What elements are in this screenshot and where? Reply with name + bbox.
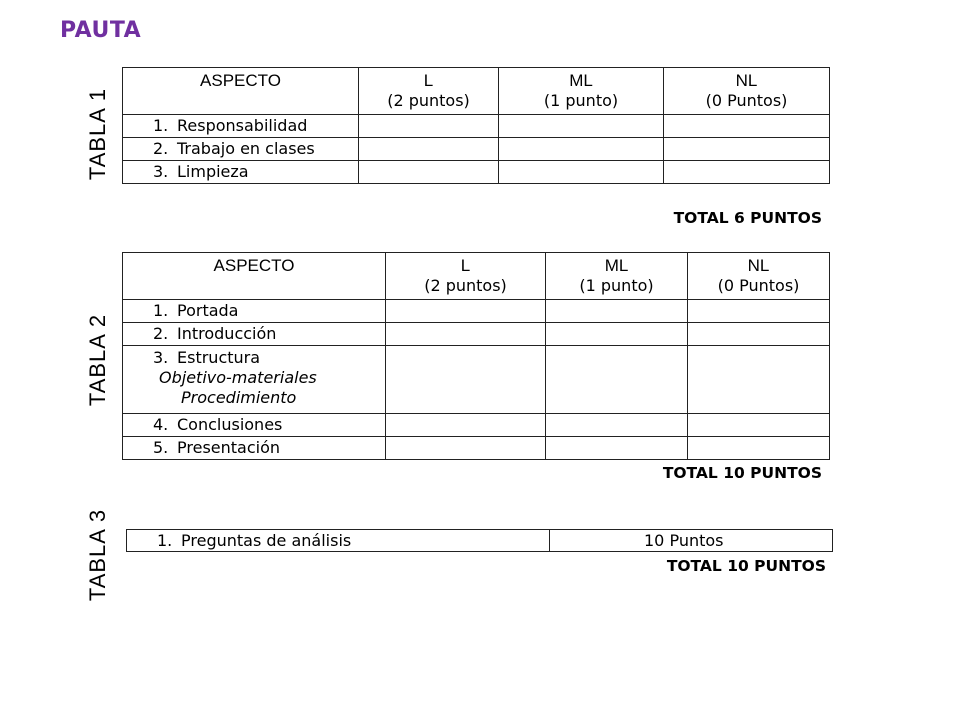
item-text: Conclusiones	[177, 415, 283, 434]
aspect-cell	[123, 437, 386, 460]
score-cell-ml[interactable]	[546, 346, 688, 414]
header-l-text: L	[460, 256, 471, 275]
header-ml	[546, 253, 688, 300]
item-subtext: Objetivo-materiales	[159, 368, 317, 387]
score-cell-l[interactable]	[386, 437, 546, 460]
aspect-cell	[123, 346, 386, 414]
header-nl-sub: (0 Puntos)	[705, 91, 788, 110]
header-l-text: L	[423, 71, 434, 90]
header-ml	[499, 68, 664, 115]
header-l	[386, 253, 546, 300]
item-number: 2.	[153, 324, 169, 343]
score-cell-ml[interactable]	[546, 437, 688, 460]
header-nl-text: NL	[747, 256, 770, 275]
score-cell-nl[interactable]	[688, 346, 830, 414]
score-cell-nl[interactable]	[664, 115, 830, 138]
header-aspecto-text: ASPECTO	[200, 71, 281, 90]
item-number: 5.	[153, 438, 169, 457]
tabla-3-total: TOTAL 10 PUNTOS	[666, 557, 826, 575]
points-cell: 10 Puntos	[550, 530, 833, 552]
header-aspecto	[123, 68, 359, 115]
header-nl	[688, 253, 830, 300]
item-number: 3.	[153, 162, 169, 181]
table-row	[123, 115, 830, 138]
item-text: Presentación	[177, 438, 281, 457]
score-cell-l[interactable]	[359, 161, 499, 184]
score-cell-l[interactable]	[386, 414, 546, 437]
score-cell-ml[interactable]	[499, 115, 664, 138]
tabla-1-total: TOTAL 6 PUNTOS	[673, 209, 822, 227]
header-nl	[664, 68, 830, 115]
header-nl-text: NL	[735, 71, 758, 90]
item-number: 1.	[157, 530, 173, 550]
tabla-1	[122, 67, 830, 184]
aspect-cell	[123, 414, 386, 437]
aspect-cell	[123, 161, 359, 184]
score-cell-nl[interactable]	[688, 323, 830, 346]
page-title: PAUTA	[60, 18, 142, 43]
item-number: 1.	[153, 116, 169, 135]
tabla-2-total: TOTAL 10 PUNTOS	[662, 464, 822, 482]
score-cell-l[interactable]	[386, 346, 546, 414]
score-cell-nl[interactable]	[664, 138, 830, 161]
item-number: 4.	[153, 415, 169, 434]
score-cell-l[interactable]	[386, 300, 546, 323]
header-aspecto-text: ASPECTO	[213, 256, 295, 275]
header-l-sub: (2 puntos)	[387, 91, 470, 110]
table-header-row	[123, 68, 830, 115]
score-cell-nl[interactable]	[688, 414, 830, 437]
score-cell-l[interactable]	[359, 115, 499, 138]
score-cell-ml[interactable]	[499, 138, 664, 161]
item-number: 3.	[153, 348, 169, 367]
score-cell-nl[interactable]	[688, 437, 830, 460]
header-ml-text: ML	[604, 256, 629, 275]
score-cell-l[interactable]	[359, 138, 499, 161]
item-text: Trabajo en clases	[177, 139, 315, 158]
aspect-cell	[123, 300, 386, 323]
tabla-1-label: TABLA 1	[85, 87, 110, 181]
table-row	[123, 323, 830, 346]
item-text: Portada	[177, 301, 239, 320]
aspect-cell	[127, 530, 550, 552]
score-cell-ml[interactable]	[546, 414, 688, 437]
header-ml-text: ML	[569, 71, 593, 90]
table-row	[123, 300, 830, 323]
item-number: 2.	[153, 139, 169, 158]
table-row	[123, 437, 830, 460]
table-row	[127, 530, 833, 552]
header-nl-sub: (0 Puntos)	[717, 276, 800, 295]
score-cell-nl[interactable]	[664, 161, 830, 184]
aspect-cell	[123, 138, 359, 161]
item-text: Responsabilidad	[177, 116, 308, 135]
item-text: Preguntas de análisis	[181, 530, 352, 550]
tabla-3	[126, 529, 833, 552]
header-l-sub: (2 puntos)	[424, 276, 507, 295]
aspect-cell	[123, 323, 386, 346]
score-cell-ml[interactable]	[546, 323, 688, 346]
tabla-3-label: TABLA 3	[85, 508, 110, 602]
header-ml-sub: (1 punto)	[579, 276, 654, 295]
score-cell-ml[interactable]	[546, 300, 688, 323]
header-aspecto	[123, 253, 386, 300]
table-header-row	[123, 253, 830, 300]
item-text: Estructura	[177, 348, 261, 367]
item-text: Introducción	[177, 324, 277, 343]
table-row	[123, 161, 830, 184]
table-row	[123, 138, 830, 161]
header-l	[359, 68, 499, 115]
item-subtext: Procedimiento	[181, 388, 297, 407]
aspect-cell	[123, 115, 359, 138]
tabla-2	[122, 252, 830, 460]
score-cell-l[interactable]	[386, 323, 546, 346]
table-row	[123, 346, 830, 414]
tabla-2-label: TABLA 2	[85, 313, 110, 407]
item-text: Limpieza	[177, 162, 249, 181]
item-number: 1.	[153, 301, 169, 320]
score-cell-nl[interactable]	[688, 300, 830, 323]
header-ml-sub: (1 punto)	[543, 91, 619, 110]
table-row	[123, 414, 830, 437]
score-cell-ml[interactable]	[499, 161, 664, 184]
